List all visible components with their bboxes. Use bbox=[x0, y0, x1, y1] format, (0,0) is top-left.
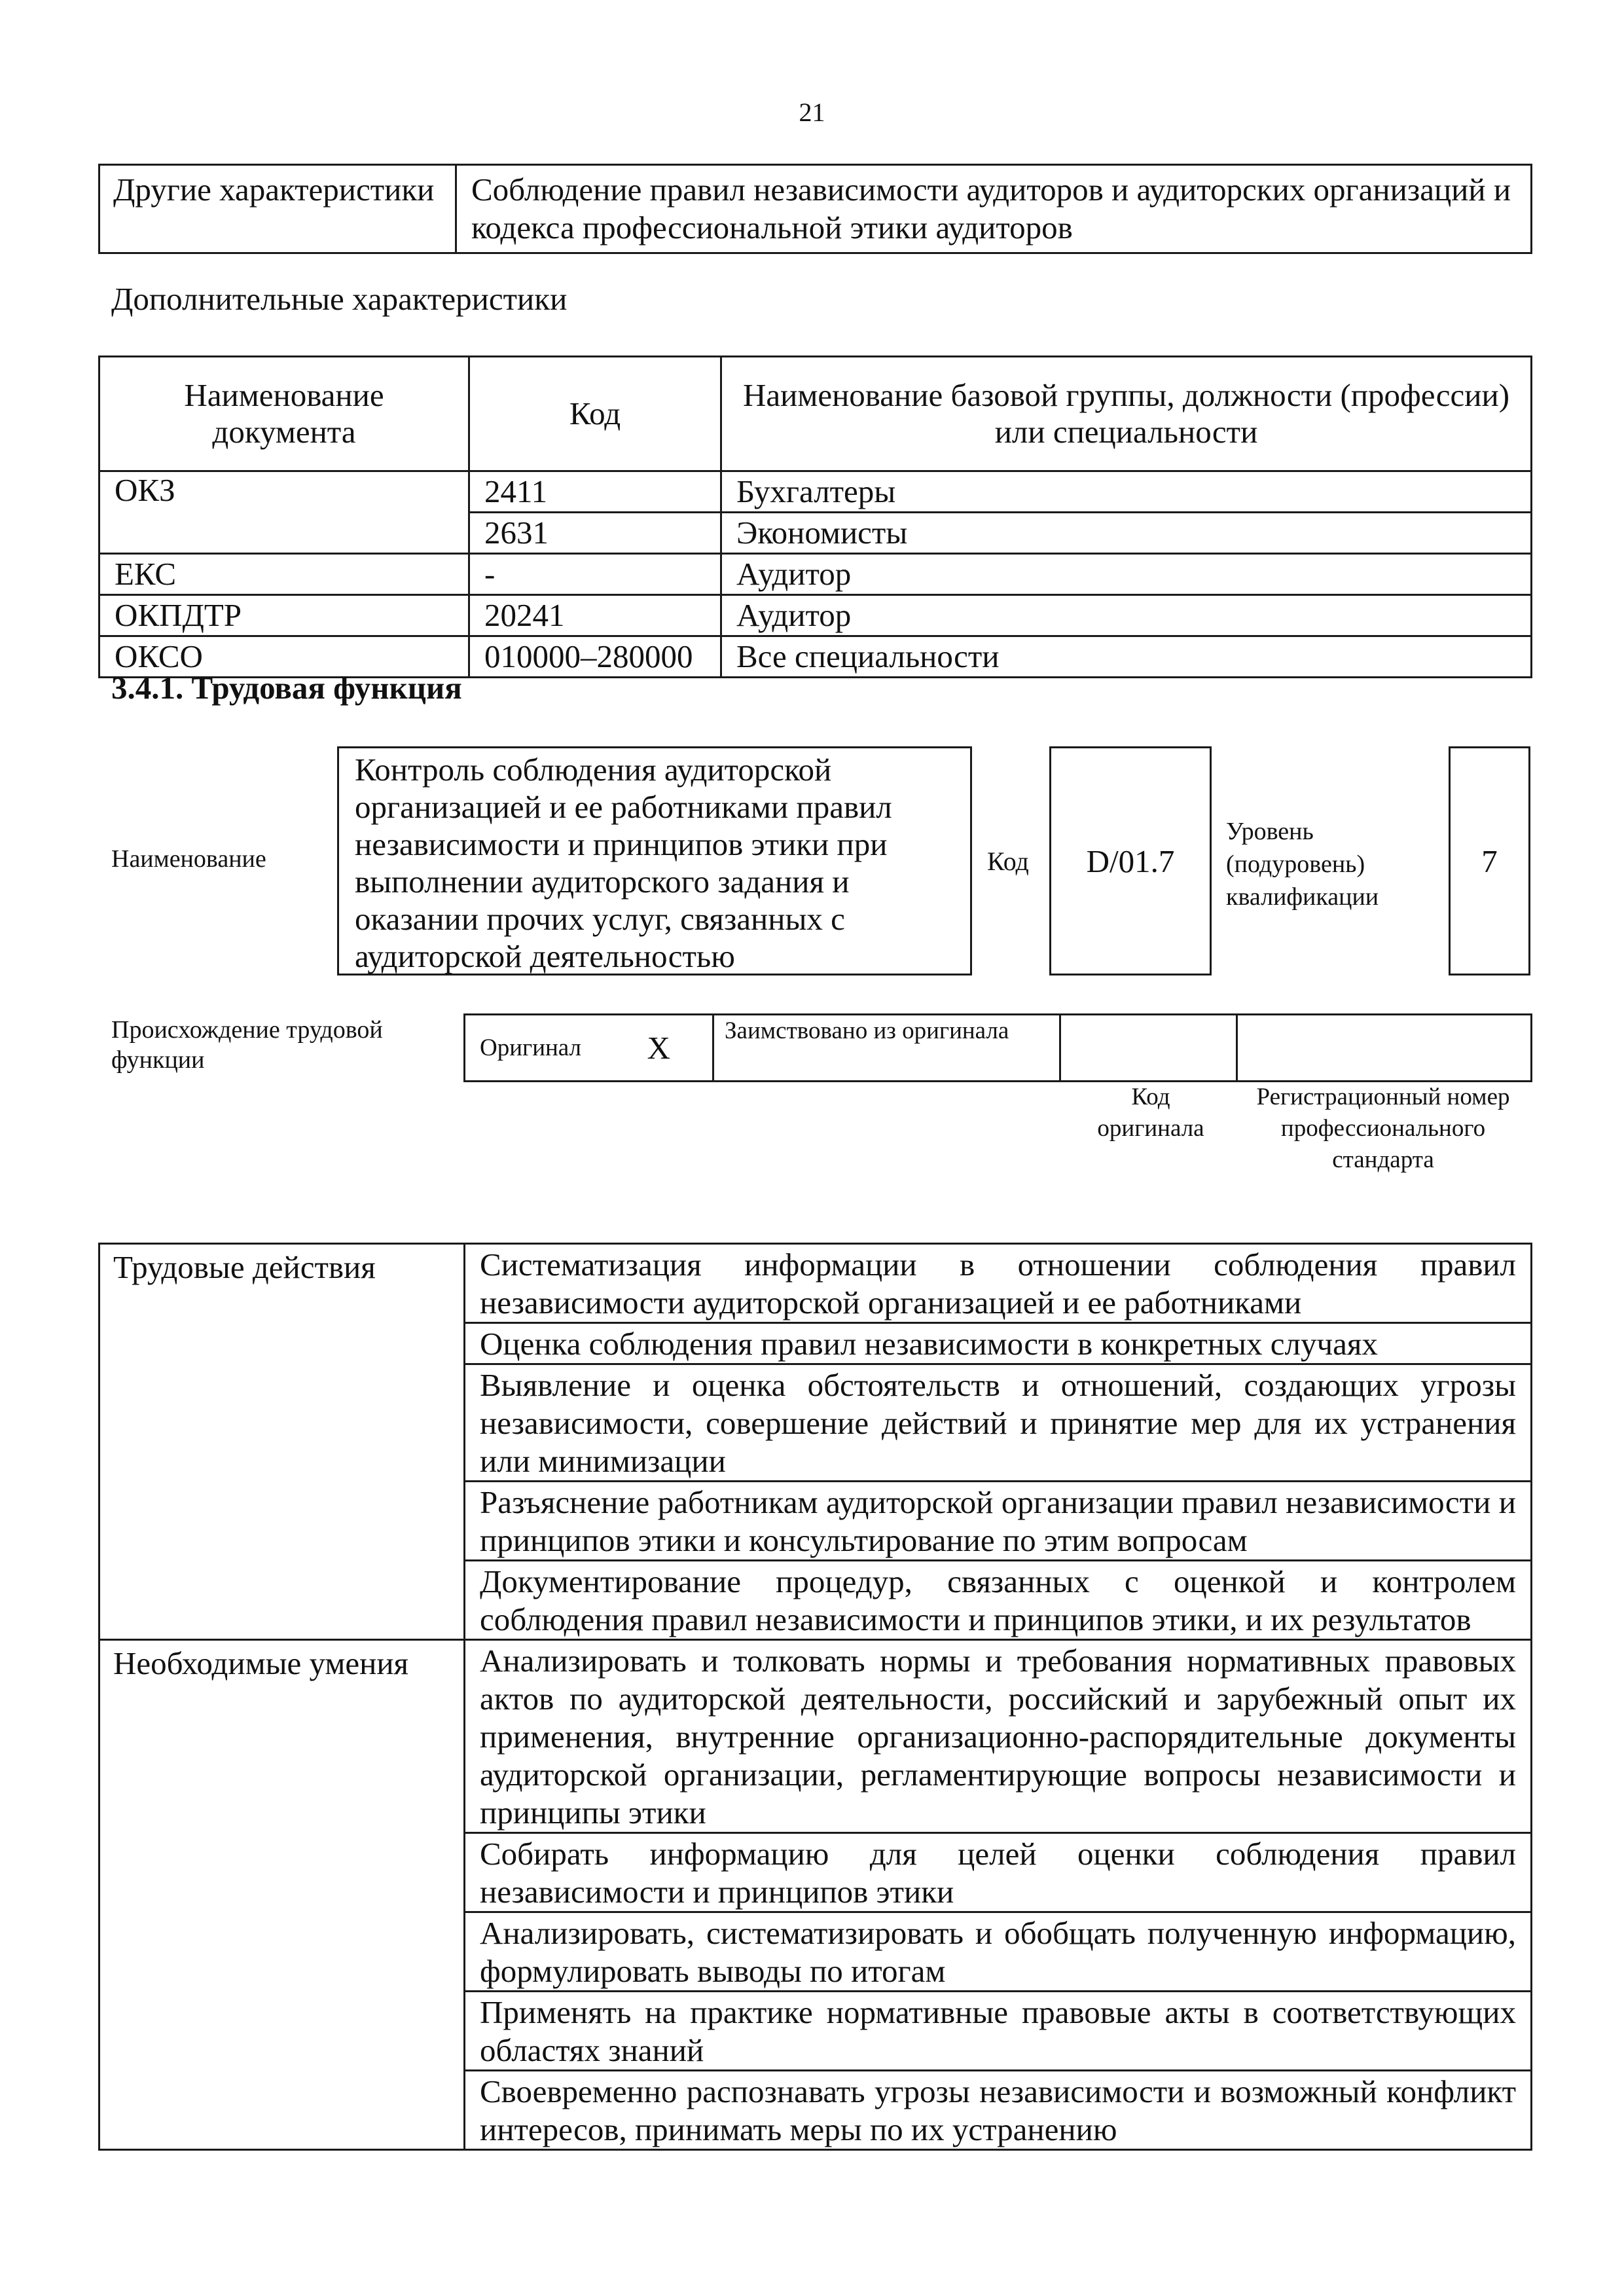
additional-characteristics-title: Дополнительные характеристики bbox=[111, 281, 568, 317]
qualification-level-label: Уровень (подуровень) квалификации bbox=[1226, 818, 1379, 911]
labor-action-item: Оценка соблюдения правил независимости в конкретных случаях bbox=[465, 1323, 1532, 1364]
qualification-level-value: 7 bbox=[1481, 843, 1498, 879]
row-code: 2411 bbox=[469, 471, 721, 513]
function-name-box: Контроль соблюдения аудиторской организацией и ее работниками правил независимости и принципов этики при выполнении аудиторского задания и оказании прочих услуг, связанных с аудиторской деятельностью bbox=[337, 746, 972, 975]
original-label: Оригинал bbox=[465, 1015, 605, 1082]
row-group-name: Бухгалтеры bbox=[721, 471, 1532, 513]
registration-number-caption: Регистрационный номер профессионального стандарта bbox=[1256, 1084, 1510, 1173]
header-code: Код bbox=[469, 357, 721, 471]
origin-label: Происхождение трудовой функции bbox=[111, 1016, 383, 1074]
table-row bbox=[99, 1244, 1532, 1323]
row-document: ОКСО bbox=[99, 636, 469, 678]
function-heading: 3.4.1. Трудовая функция bbox=[111, 670, 462, 706]
row-code: - bbox=[469, 554, 721, 595]
table-row bbox=[99, 595, 1532, 636]
function-code-box bbox=[1049, 746, 1212, 975]
labor-actions-skills-table bbox=[98, 1243, 1532, 2151]
original-code-cell bbox=[1060, 1015, 1237, 1082]
table-row bbox=[99, 554, 1532, 595]
qualification-level-box bbox=[1449, 746, 1530, 975]
required-skill-item: Собирать информацию для целей оценки соблюдения правил независимости и принципов этики bbox=[465, 1833, 1532, 1912]
function-code-value: D/01.7 bbox=[1086, 843, 1175, 879]
row-code: 2631 bbox=[469, 513, 721, 554]
table-header-row bbox=[99, 357, 1532, 471]
other-characteristics-text: Соблюдение правил независимости аудиторов и аудиторских организаций и кодекса профессиональной этики аудиторов bbox=[456, 165, 1532, 253]
header-document-name: Наименование документа bbox=[99, 357, 469, 471]
labor-action-item: Разъяснение работникам аудиторской организации правил независимости и принципов этики и консультирование по этим вопросам bbox=[465, 1482, 1532, 1561]
labor-action-item: Систематизация информации в отношении соблюдения правил независимости аудиторской организацией и ее работниками bbox=[465, 1244, 1532, 1323]
required-skill-item: Применять на практике нормативные правовые акты в соответствующих областях знаний bbox=[465, 1992, 1532, 2071]
function-code-label: Код bbox=[987, 847, 1029, 876]
original-mark: X bbox=[605, 1015, 713, 1082]
table-row bbox=[99, 471, 1532, 513]
function-name-label: Наименование bbox=[111, 845, 266, 873]
origin-table bbox=[463, 1013, 1532, 1082]
original-code-caption: Код оригинала bbox=[1097, 1084, 1204, 1142]
required-skill-item: Анализировать и толковать нормы и требования нормативных правовых актов по аудиторской деятельности, российский и зарубежный опыт их применения, внутренние организационно-распорядительные документы аудиторской организации, регламентирующие вопросы независимости и принципы этики bbox=[465, 1640, 1532, 1833]
row-group-name: Аудитор bbox=[721, 595, 1532, 636]
row-code: 20241 bbox=[469, 595, 721, 636]
row-document: ОКЗ bbox=[99, 471, 469, 554]
table-row bbox=[99, 165, 1532, 253]
required-skills-label: Необходимые умения bbox=[99, 1640, 465, 2150]
borrowed-label: Заимствовано из оригинала bbox=[713, 1015, 1060, 1082]
row-code: 010000–280000 bbox=[469, 636, 721, 678]
row-document: ОКПДТР bbox=[99, 595, 469, 636]
other-characteristics-label: Другие характеристики bbox=[99, 165, 456, 253]
labor-actions-label: Трудовые действия bbox=[99, 1244, 465, 1640]
labor-action-item: Документирование процедур, связанных с оценкой и контролем соблюдения правил независимости и принципов этики, и их результатов bbox=[465, 1561, 1532, 1640]
other-characteristics-table bbox=[98, 164, 1532, 254]
row-group-name: Все специальности bbox=[721, 636, 1532, 678]
additional-characteristics-table bbox=[98, 355, 1532, 678]
required-skill-item: Анализировать, систематизировать и обобщать полученную информацию, формулировать выводы по итогам bbox=[465, 1912, 1532, 1992]
labor-action-item: Выявление и оценка обстоятельств и отношений, создающих угрозы независимости, совершение действий и принятие мер для их устранения или минимизации bbox=[465, 1364, 1532, 1482]
row-group-name: Экономисты bbox=[721, 513, 1532, 554]
page-number: 21 bbox=[799, 98, 825, 127]
header-group-name: Наименование базовой группы, должности (профессии) или специальности bbox=[721, 357, 1532, 471]
row-document: ЕКС bbox=[99, 554, 469, 595]
table-row bbox=[99, 1640, 1532, 1833]
registration-number-cell bbox=[1237, 1015, 1532, 1082]
table-row bbox=[465, 1015, 1532, 1082]
row-group-name: Аудитор bbox=[721, 554, 1532, 595]
required-skill-item: Своевременно распознавать угрозы независимости и возможный конфликт интересов, принимать меры по их устранению bbox=[465, 2071, 1532, 2150]
